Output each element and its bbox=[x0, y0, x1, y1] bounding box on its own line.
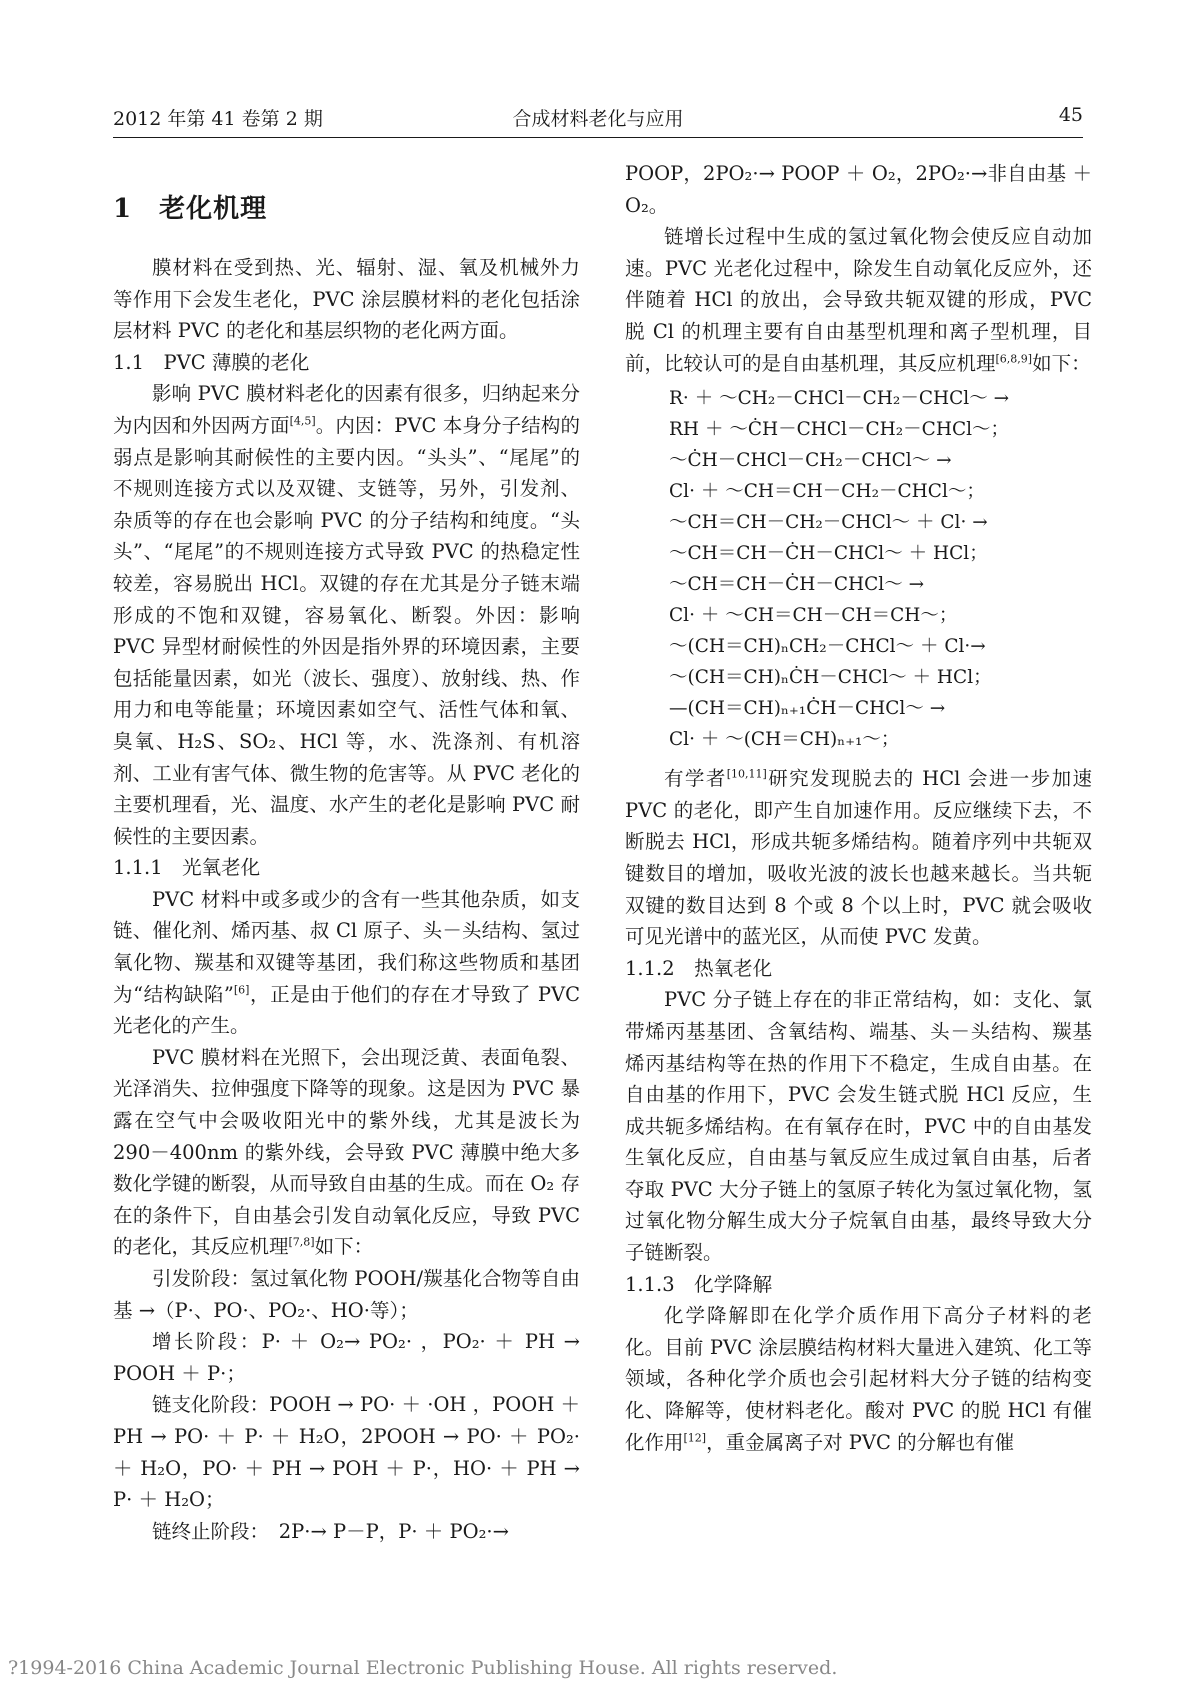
journal-issue: 2012 年第 41 卷第 2 期 bbox=[113, 108, 323, 130]
thermal-paragraph: PVC 分子链上存在的非正常结构，如：支化、氯带烯丙基基团、含氧结构、端基、头－头结构、羰基烯丙基结构等在热的作用下不稳定，生成自由基。在自由基的作用下，PVC 会发生链式脱 HCl 反应，生成共轭多烯结构。在有氧存在时，PVC 中的自由基发生氧化反应，自由基与氧反应生成过氧自由基，后者夺取 PVC 大分子链上的氢原子转化为氢过氧化物，氢过氧化物分解生成大分子烷氧自由基，最终导致大分子链断裂。 bbox=[625, 988, 1092, 1265]
factors-text-a: 影响 PVC 膜材料老化的因素有很多，归纳起来分为内因和外因两方面 bbox=[113, 382, 580, 437]
equation-line: —(CH＝CH)ₙ₊₁ĊH－CHCl～ → bbox=[669, 698, 946, 720]
defects-text-b: ，正是由于他们的存在才导致了 PVC 光老化的产生。 bbox=[113, 982, 580, 1038]
equation-line: ～CH＝CH－CH₂－CHCl～ ＋ Cl· → bbox=[669, 512, 988, 534]
step-initiation: 引发阶段：氢过氧化物 POOH/羰基化合物等自由基 →（P·、PO·、PO₂·、HO·等）； bbox=[113, 1267, 580, 1322]
equation-line: Cl· ＋ ～CH＝CH－CH＝CH～； bbox=[669, 605, 958, 627]
subsubsection-heading: 1.1.2 热氧老化 bbox=[625, 956, 773, 980]
subsubsection-heading: 1.1.3 化学降解 bbox=[625, 1272, 773, 1296]
citation: [12] bbox=[683, 1431, 707, 1445]
page-number: 45 bbox=[1058, 104, 1083, 126]
termination-continued: POOP，2PO₂·→ POOP ＋ O₂，2PO₂·→非自由基 ＋ O₂。 bbox=[625, 162, 1092, 217]
step-branch: 链支化阶段：POOH → PO· ＋ ·OH ，POOH ＋ PH → PO· ＋ P· ＋ H₂O，2POOH → PO· ＋ PO₂· ＋ H₂O，PO· ＋ PH → POH ＋ P·，HO· ＋ PH → P· ＋ H₂O； bbox=[113, 1393, 580, 1512]
factors-paragraph bbox=[113, 378, 580, 852]
factors-text-b: 。内因：PVC 本身分子结构的弱点是影响其耐候性的主要内因。“头头”、“尾尾”的不规则连接方式以及双键、支链等，另外，引发剂、杂质等的存在也会影响 PVC 的分子结构和纯度。“头头”、“尾尾”的不规则连接方式导致 PVC 的热稳定性较差，容易脱出 HCl。双键的存在尤其是分子链末端形成的不饱和双键，容易氧化、断裂。外因：影响 PVC 异型材耐候性的外因是指外界的环境因素，主要包括能量因素，如光（波长、强度）、放射线、热、作用力和电等能量；环境因素如空气、活性气体和氧、臭氧、H₂S、SO₂、HCl 等，水、洗涤剂、有机溶剂、工业有害气体、微生物的危害等。从 PVC 老化的主要机理看，光、温度、水产生的老化是影响 PVC 耐候性的主要因素。 bbox=[113, 413, 580, 848]
equation-line: ～(CH＝CH)ₙĊH－CHCl～ ＋ HCl； bbox=[669, 667, 992, 689]
step-termination: 链终止阶段： 2P·→ P－P，P· ＋ PO₂·→ bbox=[152, 1519, 509, 1543]
dehcl-text-a: 链增长过程中生成的氢过氧化物会使反应自动加速。PVC 光老化过程中，除发生自动氧化反应外，还伴随着 HCl 的放出，会导致共轭双键的形成，PVC 脱 Cl 的机理主要有自由基型机理和离子型机理，目前，比较认可的是自由基机理，其反应机理 bbox=[625, 225, 1092, 375]
intro-paragraph: 膜材料在受到热、光、辐射、湿、氧及机械外力等作用下会发生老化，PVC 涂层膜材料的老化包括涂层材料 PVC 的老化和基层织物的老化两方面。 bbox=[113, 256, 580, 343]
subsection-heading: 1.1 PVC 薄膜的老化 bbox=[113, 350, 310, 374]
copyright-footer: ?1994-2016 China Academic Journal Electronic Publishing House. All rights reserved. bbox=[8, 1657, 838, 1679]
subsubsection-heading: 1.1.1 光氧老化 bbox=[113, 856, 261, 880]
running-header bbox=[113, 104, 1083, 134]
scholars-text-a: 有学者 bbox=[664, 767, 727, 791]
section-title: 1 老化机理 bbox=[113, 194, 268, 224]
scholars-paragraph bbox=[625, 763, 1092, 953]
citation: [6,8,9] bbox=[995, 352, 1033, 366]
equation-line: ～CH＝CH－ĊH－CHCl～ ＋ HCl； bbox=[669, 543, 988, 565]
scholars-text-b: 研究发现脱去的 HCl 会进一步加速 PVC 的老化，即产生自加速作用。反应继续下去，不断脱去 HCl，形成共轭多烯结构。随着序列中共轭双键数目的增加，吸收光波的波长也越来越长。当共轭双键的数目达到 8 个或 8 个以上时，PVC 就会吸收可见光谱中的蓝光区，从而使 PVC 发黄。 bbox=[625, 767, 1092, 949]
citation: [6] bbox=[233, 983, 250, 997]
equation-line: Cl· ＋ ～(CH＝CH)ₙ₊₁～； bbox=[669, 729, 900, 751]
equation-line: ～(CH＝CH)ₙCH₂－CHCl～ ＋ Cl·→ bbox=[669, 636, 986, 658]
citation: [10,11] bbox=[726, 767, 767, 781]
right-column bbox=[625, 158, 1092, 1458]
chemical-paragraph bbox=[625, 1300, 1092, 1458]
equation-line: ～CH＝CH－ĊH－CHCl～ → bbox=[669, 574, 925, 596]
equation-line: R· ＋ ～CH₂－CHCl－CH₂－CHCl～ → bbox=[669, 388, 1010, 410]
equation-line: Cl· ＋ ～CH＝CH－CH₂－CHCl～； bbox=[669, 481, 985, 503]
journal-title: 合成材料老化与应用 bbox=[512, 108, 684, 130]
citation: [4,5] bbox=[289, 414, 316, 428]
light-text-a: PVC 膜材料在光照下，会出现泛黄、表面龟裂、光泽消失、拉伸强度下降等的现象。这是因为 PVC 暴露在空气中会吸收阳光中的紫外线，尤其是波长为 290－400nm 的紫外线，会导致 PVC 薄膜中绝大多数化学键的断裂，从而导致自由基的生成。而在 O₂ 存在的条件下，自由基会引发自动氧化反应，导致 PVC 的老化，其反应机理 bbox=[113, 1045, 580, 1259]
dehcl-text-b: 如下： bbox=[1032, 351, 1091, 375]
chemical-text-b: ，重金属离子对 PVC 的分解也有催 bbox=[706, 1430, 1015, 1454]
citation: [7,8] bbox=[288, 1235, 315, 1249]
reaction-equations bbox=[669, 383, 1092, 755]
step-growth: 增长阶段：P· ＋ O₂→ PO₂· ，PO₂· ＋ PH → POOH ＋ P·； bbox=[113, 1330, 580, 1385]
header-rule bbox=[113, 137, 1083, 138]
defects-paragraph bbox=[113, 884, 580, 1042]
dehcl-paragraph bbox=[625, 221, 1092, 379]
chemical-text-a: 化学降解即在化学介质作用下高分子材料的老化。目前 PVC 涂层膜结构材料大量进入建筑、化工等领域，各种化学介质也会引起材料大分子链的结构变化、降解等，使材料老化。酸对 PVC 的脱 HCl 有催化作用 bbox=[625, 1304, 1092, 1454]
defects-text-a: PVC 材料中或多或少的含有一些其他杂质，如支链、催化剂、烯丙基、叔 Cl 原子、头－头结构、氢过氧化物、羰基和双键等基团，我们称这些物质和基团为“结构缺陷” bbox=[113, 887, 580, 1006]
light-text-b: 如下： bbox=[314, 1235, 374, 1259]
left-column bbox=[113, 158, 580, 1547]
equation-line: RH ＋ ～ĊH－CHCl－CH₂－CHCl～； bbox=[669, 419, 1010, 441]
equation-line: ～ĊH－CHCl－CH₂－CHCl～ → bbox=[669, 450, 952, 472]
light-paragraph bbox=[113, 1042, 580, 1263]
